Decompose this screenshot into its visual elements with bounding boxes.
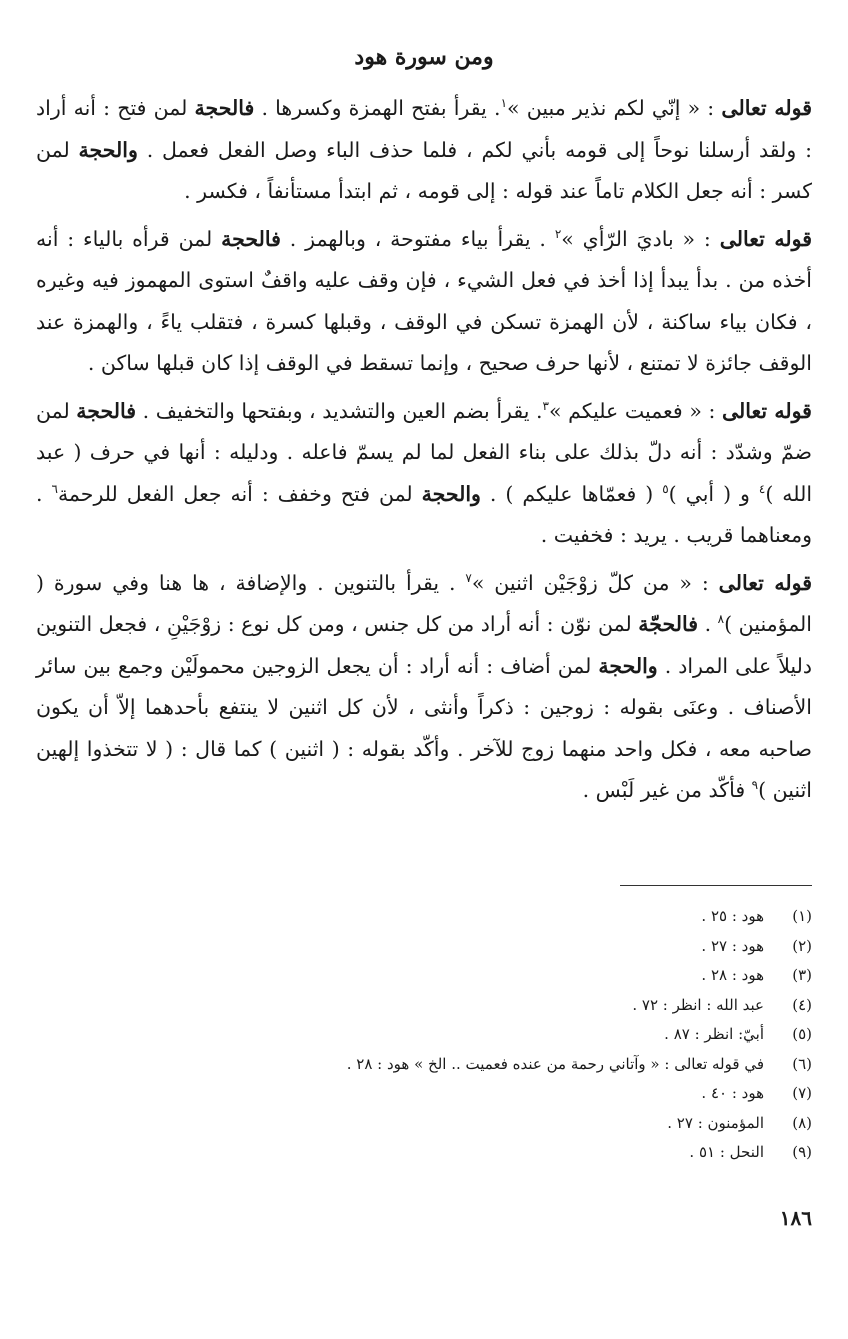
text-run: : « إنّي لكم نذير مبين » [507, 96, 722, 120]
footnote-item: (٩) النحل : ٥١ . [689, 1143, 812, 1161]
footnote-marker: ٨ [717, 612, 725, 627]
bold-keyword: فالحجة [194, 96, 255, 120]
footnote-marker: ١ [500, 96, 508, 111]
paragraph-3 [36, 391, 812, 557]
text-run: ( فعمّاها عليكم ) . [480, 481, 663, 506]
bold-keyword: قوله تعالى [719, 226, 812, 251]
bold-keyword: فالحجة [221, 226, 281, 251]
text-run: لمن نوّن : أنه أراد من كل جنس ، ومن كل نوع : زوْجَيْنِ ، فجعل التنوين دليلاً على المراد . [36, 612, 812, 678]
paragraph-1 [36, 88, 812, 213]
footnote-item: (١) هود : ٢٥ . [701, 907, 812, 925]
text-run: لمن ضمّ وشدّد : أنه دلّ بذلك على بناء الفعل لما لم يسمّ فاعله . ودليله : أنها في حرف ( عبد الله ) [36, 398, 813, 506]
footnote-divider [620, 885, 812, 886]
text-run: لمن قرأه بالياء : أنه أخذه من . بدأ يبدأ إذا أخذ في فعل الشيء ، فإن وقف عليه واقفٌ استوى المهموز فيه وغيره ، فكان بياء ساكنة ، لأن الهمزة تسكن في الوقف ، وقبلها كسرة ، فتقلب ياءً ، والهمزة عند الوقف جائزة لا تمتنع ، لأنها حرف صحيح ، وإنما تسقط في الوقف إذا كان قبلها ساكن . [36, 226, 812, 375]
bold-keyword: والحجة [421, 481, 481, 506]
text-run: لمن كسر : أنه جعل الكلام تاماً عند قوله : إلى قومه ، ثم ابتدأ مستأنفاً ، فكسر . [36, 137, 812, 203]
text-run: . يقرأ بضم العين والتشديد ، وبفتحها والتخفيف . [136, 398, 543, 423]
footnotes-list [36, 902, 812, 1168]
text-run: . ومعناهما قريب . يريد : فخفيت . [36, 481, 812, 547]
footnote-marker: ٣ [542, 398, 549, 413]
text-run: . يقرأ بياء مفتوحة ، وبالهمز . [280, 226, 555, 251]
paragraph-2 [36, 219, 812, 385]
footnote-item: (٣) هود : ٢٨ . [701, 966, 812, 984]
footnote-marker: ٢ [554, 226, 562, 241]
footnote-item: (٨) المؤمنون : ٢٧ . [667, 1113, 812, 1132]
bold-keyword: قوله تعالى [718, 570, 812, 595]
text-run: لمن فتح وخفف : أنه جعل الفعل للرحمة [57, 481, 422, 506]
bold-keyword: قوله تعالى [721, 398, 812, 423]
footnote-marker: ٤ [758, 481, 766, 496]
text-run: فأكّد من غير لَبْس . [582, 778, 752, 802]
text-run: . يقرأ بفتح الهمزة وكسرها . [254, 96, 501, 120]
footnote-item: (٧) هود : ٤٠ . [701, 1084, 812, 1102]
bold-keyword: قوله تعالى [721, 96, 812, 120]
text-run: لمن فتح : أنه أراد : ولقد أرسلنا نوحاً إلى قومه بأني لكم ، فلما حذف الباء وصل الفعل فعمل . [36, 96, 812, 162]
book-page [36, 0, 812, 1339]
paragraph-4 [36, 563, 812, 812]
footnote-marker: ٦ [51, 481, 58, 496]
footnote-marker: ٧ [465, 570, 472, 585]
text-run: : « باديَ الرّأي » [561, 226, 720, 251]
footnote-marker: ٩ [751, 778, 759, 793]
text-run: : « فعميت عليكم » [548, 398, 722, 423]
footnote-item: (٢) هود : ٢٧ . [701, 936, 812, 955]
footnote-item: (٦) في قوله تعالى : « وآتاني رحمة من عنده فعميت .. الخ » هود : ٢٨ . [346, 1054, 812, 1073]
bold-keyword: والحجة [598, 653, 658, 678]
text-run: و ( أبي ) [668, 481, 759, 506]
footnote-item: (٤) عبد الله : انظر : ٧٢ . [632, 995, 812, 1014]
footnote-marker: ٥ [662, 481, 669, 496]
bold-keyword: فالحجّة [638, 612, 699, 636]
page-number: ١٨٦ [779, 1206, 812, 1230]
chapter-title: ومن سورة هود [354, 44, 494, 70]
text-run: : « من كلّ زوْجَيْن اثنين » [471, 570, 719, 595]
text-run: . يقرأ بالتنوين . والإضافة ، ها هنا وفي سورة ( المؤمنين ) [36, 570, 812, 636]
text-run: لمن أضاف : أنه أراد : أن يجعل الزوجين محمولَيْن وجمع بين سائر الأصناف . وعنَى بقوله : زوجين : ذكراً وأنثى ، لأن كل اثنين لا ينتفع بأحدهما إلاّ أن يكون صاحبه معه ، فكل واحد منهما زوج للآخر . وأكّد بقوله : ( اثنين ) كما قال : ( لا تتخذوا إلهين اثنين ) [36, 653, 812, 802]
footnote-item: (٥) أبيّ: انظر : ٨٧ . [664, 1025, 812, 1043]
text-run: . [698, 612, 718, 636]
bold-keyword: فالحجة [76, 398, 137, 423]
main-text [36, 88, 812, 818]
bold-keyword: والحجة [78, 137, 138, 162]
